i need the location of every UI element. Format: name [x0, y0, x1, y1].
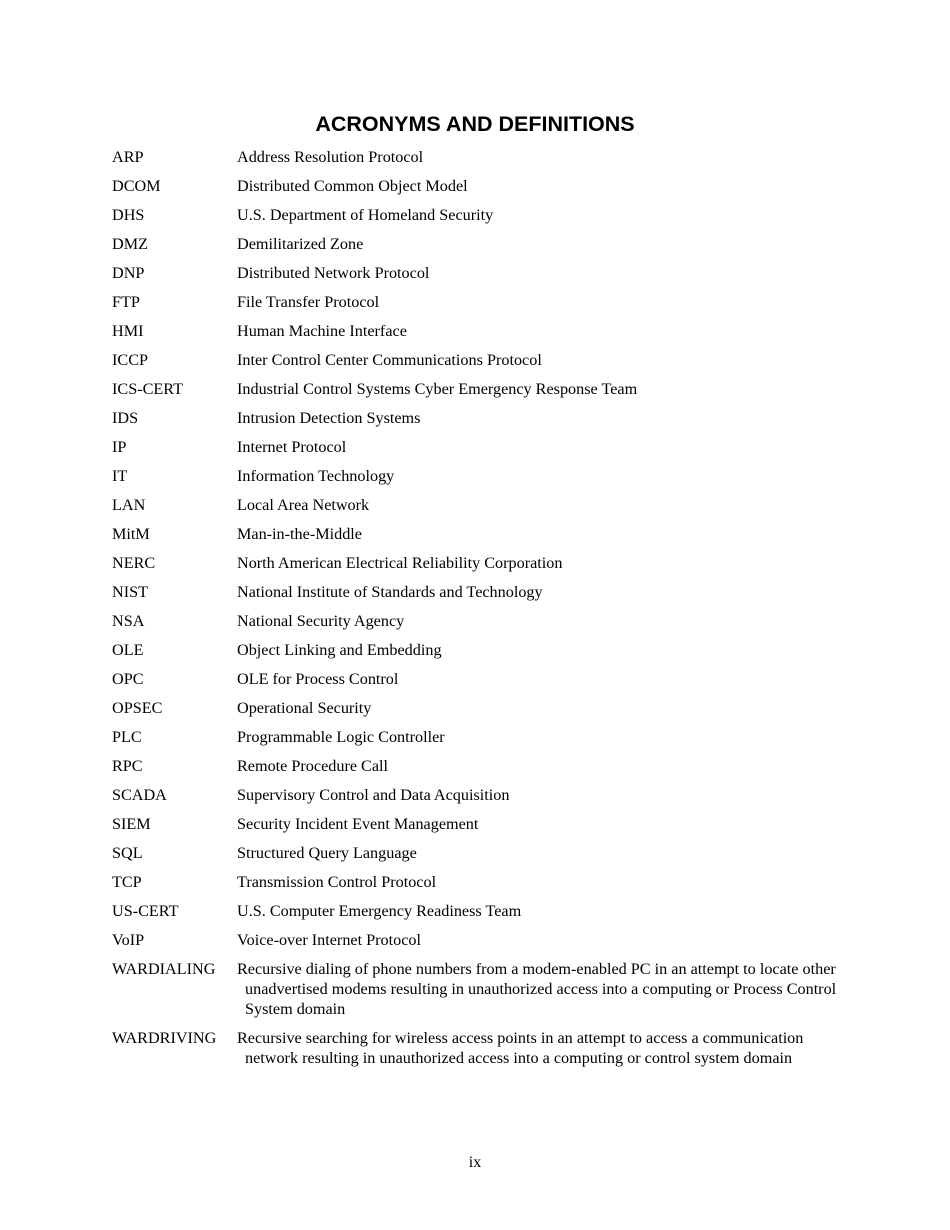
acronym-entry	[112, 785, 842, 805]
acronym-term: ICS-CERT	[112, 380, 183, 398]
acronym-entry	[112, 379, 842, 399]
acronym-entry	[112, 176, 842, 196]
acronym-definition: U.S. Computer Emergency Readiness Team	[237, 902, 522, 920]
acronym-term: WARDRIVING	[112, 1029, 217, 1047]
acronym-definition: Human Machine Interface	[237, 322, 407, 340]
acronym-term: IP	[112, 438, 127, 456]
acronym-definition: Local Area Network	[237, 496, 370, 514]
acronym-definition: Object Linking and Embedding	[237, 641, 442, 659]
acronym-entry	[112, 495, 842, 515]
acronym-entry	[112, 466, 842, 486]
acronym-entry	[112, 698, 842, 718]
acronym-definition: Distributed Common Object Model	[237, 177, 468, 195]
acronym-definition: Security Incident Event Management	[237, 815, 479, 833]
acronym-term: PLC	[112, 728, 142, 746]
acronym-definition: Distributed Network Protocol	[237, 264, 430, 282]
acronym-term: NIST	[112, 583, 148, 601]
acronym-term: WARDIALING	[112, 960, 216, 978]
acronym-entry	[112, 234, 842, 254]
acronym-term: TCP	[112, 873, 142, 891]
acronym-entry	[112, 292, 842, 312]
acronym-entry	[112, 843, 842, 863]
acronym-definition: Address Resolution Protocol	[237, 148, 424, 166]
acronym-term: SCADA	[112, 786, 167, 804]
acronym-term: DCOM	[112, 177, 161, 195]
acronym-term: DHS	[112, 206, 145, 224]
acronym-term: LAN	[112, 496, 146, 514]
acronym-definition: Intrusion Detection Systems	[237, 409, 421, 427]
acronym-term: ARP	[112, 148, 144, 166]
acronym-term: VoIP	[112, 931, 145, 949]
acronym-entry	[112, 669, 842, 689]
acronym-entry	[112, 640, 842, 660]
acronym-definition: Recursive dialing of phone numbers from a modem-enabled PC in an attempt to locate other unadvertised modems resulting in unauthorized access into a computing or Process Control System domain	[237, 960, 837, 1018]
acronym-definition: Supervisory Control and Data Acquisition	[237, 786, 510, 804]
page-number: ix	[468, 1154, 482, 1171]
acronym-definition: Internet Protocol	[237, 438, 347, 456]
acronym-definition: U.S. Department of Homeland Security	[237, 206, 494, 224]
acronym-entry	[112, 1028, 842, 1068]
acronym-term: ICCP	[112, 351, 148, 369]
acronym-term: IDS	[112, 409, 139, 427]
acronym-entry	[112, 930, 842, 950]
acronym-term: FTP	[112, 293, 140, 311]
acronym-definition: North American Electrical Reliability Corporation	[237, 554, 563, 572]
acronym-term: SIEM	[112, 815, 151, 833]
acronym-entry	[112, 872, 842, 892]
acronym-term: RPC	[112, 757, 143, 775]
acronym-entry	[112, 582, 842, 602]
acronym-term: NERC	[112, 554, 156, 572]
acronym-entry	[112, 727, 842, 747]
acronym-term: IT	[112, 467, 128, 485]
acronym-definition: Inter Control Center Communications Protocol	[237, 351, 542, 369]
acronym-entry	[112, 901, 842, 921]
acronym-definition: Programmable Logic Controller	[237, 728, 445, 746]
acronym-entry	[112, 611, 842, 631]
acronym-list	[112, 147, 842, 1077]
acronym-definition: File Transfer Protocol	[237, 293, 380, 311]
acronym-term: DMZ	[112, 235, 148, 253]
acronym-entry	[112, 553, 842, 573]
acronym-definition: National Security Agency	[237, 612, 405, 630]
acronym-entry	[112, 524, 842, 544]
acronym-definition: Structured Query Language	[237, 844, 417, 862]
acronym-entry	[112, 437, 842, 457]
acronym-definition: National Institute of Standards and Technology	[237, 583, 543, 601]
acronym-term: DNP	[112, 264, 145, 282]
acronym-entry	[112, 263, 842, 283]
acronym-definition: Demilitarized Zone	[237, 235, 364, 253]
acronym-term: NSA	[112, 612, 145, 630]
acronym-entry	[112, 408, 842, 428]
acronym-entry	[112, 814, 842, 834]
acronym-entry	[112, 959, 842, 1019]
acronym-definition: OLE for Process Control	[237, 670, 399, 688]
acronym-entry	[112, 756, 842, 776]
acronym-definition: Operational Security	[237, 699, 372, 717]
acronym-entry	[112, 321, 842, 341]
acronym-term: OLE	[112, 641, 144, 659]
acronym-entry	[112, 147, 842, 167]
acronym-definition: Industrial Control Systems Cyber Emergency Response Team	[237, 380, 638, 398]
acronym-definition: Remote Procedure Call	[237, 757, 389, 775]
acronym-definition: Information Technology	[237, 467, 395, 485]
acronym-term: OPC	[112, 670, 144, 688]
acronym-term: SQL	[112, 844, 143, 862]
page-title: ACRONYMS AND DEFINITIONS	[315, 112, 635, 136]
acronym-entry	[112, 350, 842, 370]
acronym-term: US-CERT	[112, 902, 179, 920]
acronym-definition: Transmission Control Protocol	[237, 873, 437, 891]
acronym-term: MitM	[112, 525, 150, 543]
acronym-definition: Voice-over Internet Protocol	[237, 931, 421, 949]
acronym-entry	[112, 205, 842, 225]
acronym-definition: Man-in-the-Middle	[237, 525, 362, 543]
acronym-term: OPSEC	[112, 699, 163, 717]
acronym-definition: Recursive searching for wireless access points in an attempt to access a communication network resulting in unauthorized access into a computing or control system domain	[237, 1029, 804, 1067]
acronym-term: HMI	[112, 322, 144, 340]
